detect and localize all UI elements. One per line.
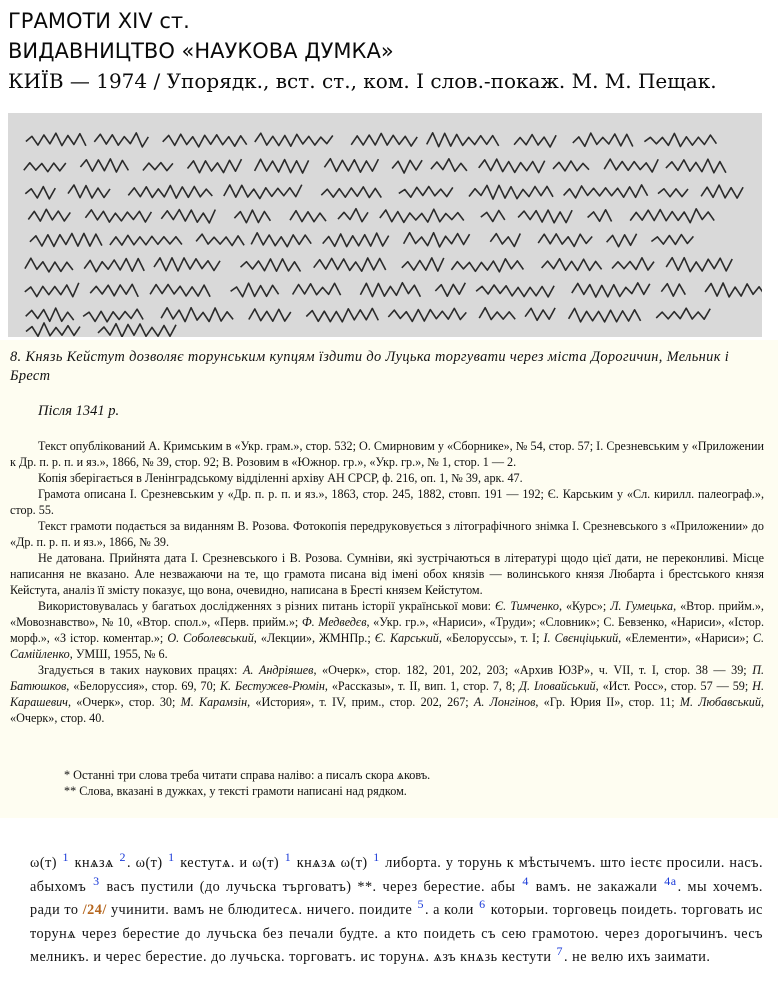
text-run: Текст грамоти подається за виданням В. Розова. Фотокопія передрукoвується з літографічного знімка І. Срезневського з «Приложении» до «Др. п. р. п. и яз.», 1866, № 39. bbox=[10, 519, 764, 549]
handwriting-stroke bbox=[143, 163, 173, 171]
text-run: , «Очерк», стор. 40. bbox=[10, 695, 764, 725]
handwriting-stroke bbox=[314, 258, 386, 271]
commentary-paragraph bbox=[10, 550, 764, 598]
header-imprint: КИЇВ — 1974 / Упорядк., вст. ст., ком. І слов.-покаж. М. М. Пещак. bbox=[8, 69, 717, 93]
author-name: С. Самійленко bbox=[10, 631, 764, 661]
handwriting-stroke bbox=[553, 161, 589, 171]
handwriting-stroke bbox=[154, 258, 220, 271]
text-run: Текст опублікований А. Кримським в «Укр. грам.», стор. 532; О. Смирновим у «Сборнике», № 54, стор. 57; І. Срезневським у «Приложении к Др. п. р. п. и яз.», 1866, № 39, стор. 92; В. Розовим в «Южнор. гр.», «Укр. гр.», № 1, стор. 1 — 2. bbox=[10, 439, 764, 469]
handwriting-stroke bbox=[26, 323, 80, 336]
handwriting-stroke bbox=[224, 185, 302, 199]
handwriting-stroke bbox=[402, 258, 444, 271]
commentary-paragraph bbox=[10, 662, 764, 726]
text-run: , «Очерк», стор. 30; bbox=[67, 695, 181, 709]
charter-caption: 8. Князь Кейстут дозволяє торунським купцям їздити до Луцька торгувати через міста Дорогичин, Мельник і Брест bbox=[10, 349, 730, 384]
handwriting-stroke bbox=[701, 185, 743, 198]
handwriting-stroke bbox=[241, 259, 301, 272]
handwriting-stroke bbox=[80, 159, 128, 172]
handwriting-stroke bbox=[85, 210, 151, 222]
text-run: , «Гр. Юрия II», стор. 11; bbox=[535, 695, 680, 709]
text-run: Згадується в таких наукових працях: bbox=[38, 663, 243, 677]
author-name: А. Андріяшев bbox=[242, 663, 314, 677]
handwriting-stroke bbox=[525, 308, 555, 320]
text-run: , «Курс»; bbox=[558, 599, 611, 613]
author-name: Н. Карашевич bbox=[10, 679, 764, 709]
handwriting-stroke bbox=[321, 187, 381, 198]
page-marker: /24/ bbox=[82, 902, 107, 918]
handwriting-stroke bbox=[255, 133, 333, 146]
note-reference[interactable]: 7 bbox=[556, 944, 564, 958]
handwriting-stroke bbox=[84, 259, 144, 272]
book-header bbox=[8, 6, 768, 96]
text-run: , «Елементи», «Нариси»; bbox=[618, 631, 753, 645]
footnote-2: ** Слова, вказані в дужках, у тексті грамоти написані над рядком. bbox=[64, 784, 407, 798]
charter-text-run: кнѧзѧ ω(т) bbox=[292, 855, 373, 871]
text-run: , «Белоруссы», т. I; bbox=[438, 631, 544, 645]
charter-text-run: кестутѧ. и ω(т) bbox=[175, 855, 284, 871]
text-run: , «Белоруссия», стор. 69, 70; bbox=[66, 679, 220, 693]
author-name: М. Карамзін bbox=[180, 695, 248, 709]
charter-text-run: . а коли bbox=[424, 902, 479, 918]
note-reference[interactable]: 2 bbox=[119, 850, 126, 864]
handwriting-stroke bbox=[251, 233, 311, 247]
handwriting-stroke bbox=[338, 209, 368, 222]
handwriting-stroke bbox=[479, 308, 515, 320]
text-run: , «История», т. IV, прим., стор. 202, 267; bbox=[247, 695, 474, 709]
handwriting-stroke bbox=[28, 209, 70, 221]
handwriting-stroke bbox=[518, 210, 572, 223]
note-reference[interactable]: 4 bbox=[522, 873, 529, 888]
note-reference[interactable]: 6 bbox=[479, 897, 486, 911]
author-name: Є. Тимченко bbox=[495, 599, 559, 613]
handwriting-stroke bbox=[514, 135, 556, 147]
handwriting-stroke bbox=[435, 283, 465, 296]
commentary-text bbox=[10, 438, 764, 726]
handwriting-stroke bbox=[196, 234, 244, 246]
handwriting-stroke bbox=[644, 133, 716, 146]
handwriting-stroke bbox=[83, 309, 143, 322]
handwriting-stroke bbox=[392, 160, 422, 173]
footnote-1: * Останні три слова треба читати справа наліво: а писалъ скора ѧковъ. bbox=[64, 768, 431, 782]
author-name: І. Свєнціцький bbox=[543, 631, 619, 645]
handwriting-stroke bbox=[306, 308, 378, 321]
handwriting-stroke bbox=[564, 185, 648, 198]
handwriting-stroke bbox=[427, 133, 499, 147]
handwriting-stroke bbox=[163, 134, 247, 147]
handwriting-stroke bbox=[388, 308, 466, 321]
document-page bbox=[0, 340, 778, 818]
handwriting-stroke bbox=[469, 185, 553, 199]
handwriting-stroke bbox=[538, 234, 592, 247]
note-reference[interactable]: 1 bbox=[373, 850, 380, 864]
commentary-paragraph bbox=[10, 438, 764, 470]
text-run: Не датована. Прийнята дата І. Срезневського і В. Розова. Сумніви, які зустрічаються в літературі щодо цієї дати, не переконливі. Місце написання не вказано. Але незважаючи на те, що грамота писана від імені обох князів — волинського князя Любарта і брестського князя Кейстута, аналіз її змісту показує, що вона, очевидно, написана в Бресті князем Кейстутом. bbox=[10, 551, 764, 597]
text-run: , УМШ, 1955, № 6. bbox=[69, 647, 168, 661]
handwriting-stroke bbox=[451, 259, 523, 272]
handwriting-stroke bbox=[110, 235, 182, 245]
handwriting-stroke bbox=[24, 163, 66, 172]
handwriting-stroke bbox=[431, 159, 467, 172]
commentary-paragraph bbox=[10, 470, 764, 486]
author-name: Ф. Медведєв bbox=[301, 615, 367, 629]
handwriting-stroke bbox=[481, 211, 505, 222]
text-run: , «Укр. гр.», «Нариси», «Труди»; «Словник»; С. Бевзенко, «Нариси», «Істор. морф.», «З істор. коментар.»; bbox=[10, 615, 764, 645]
handwriting-stroke bbox=[572, 283, 650, 297]
charter-transcription bbox=[30, 852, 763, 970]
handwriting-stroke bbox=[324, 159, 378, 173]
handwriting-stroke bbox=[569, 308, 641, 322]
author-name: А. Лонгінов bbox=[473, 695, 536, 709]
author-name: Л. Гумецька bbox=[610, 599, 674, 613]
charter-date: Після 1341 р. bbox=[38, 403, 120, 419]
charter-text-run: либорта. у торунь к мѣстычемъ. што іестє просили. насъ. абыхомъ bbox=[30, 855, 763, 895]
text-run: , «Втор. прийм.», «Мовознавство», № 10, «Втор. спол.», «Перв. прийм.»; bbox=[10, 599, 764, 629]
handwriting-stroke bbox=[26, 133, 86, 146]
charter-text-run: васъ пустили (до лучьска търговатъ) **. через берестие. абы bbox=[100, 878, 522, 895]
handwriting-stroke bbox=[651, 235, 693, 245]
charter-text-run: кнѧзѧ bbox=[70, 855, 119, 871]
text-run: Використовувалась у багатьох дослідженнях з різних питань історії української мови: bbox=[38, 599, 496, 613]
handwriting-stroke bbox=[476, 285, 554, 297]
charter-text-run: учинити. вамъ не блюдитесѧ. ничего. поидите bbox=[106, 902, 417, 918]
author-name: М. Любавський bbox=[679, 695, 761, 709]
handwriting-stroke bbox=[231, 283, 279, 297]
manuscript-handwriting bbox=[8, 113, 762, 337]
handwriting-stroke bbox=[150, 285, 210, 297]
manuscript-facsimile-image bbox=[8, 113, 762, 337]
author-name: О. Соболевський bbox=[167, 631, 254, 645]
handwriting-stroke bbox=[323, 233, 389, 247]
commentary-paragraph bbox=[10, 598, 764, 662]
handwriting-stroke bbox=[542, 259, 602, 271]
handwriting-stroke bbox=[604, 159, 658, 172]
handwriting-stroke bbox=[293, 283, 341, 295]
text-run: , «Очерк», стор. 182, 201, 202, 203; «Архив ЮЗР», ч. VII, т. I, стор. 38 — 39; bbox=[313, 663, 753, 677]
text-run: Копія зберігається в Ленінградському відділенні архіву АН СРСР, ф. 216, оп. 1, № 39, арк. 47. bbox=[38, 471, 523, 485]
handwriting-stroke bbox=[630, 209, 714, 223]
handwriting-stroke bbox=[68, 185, 110, 198]
charter-text-run: . ω(т) bbox=[127, 855, 168, 871]
note-reference[interactable]: 1 bbox=[168, 850, 175, 864]
note-reference[interactable]: 3 bbox=[93, 873, 100, 888]
note-reference[interactable]: 1 bbox=[284, 850, 292, 864]
handwriting-stroke bbox=[25, 258, 73, 272]
handwriting-stroke bbox=[94, 133, 148, 147]
author-name: Є. Карський bbox=[374, 631, 439, 645]
charter-text-run: . мы хочемъ. ради то bbox=[30, 878, 763, 918]
handwriting-stroke bbox=[98, 324, 176, 337]
handwriting-stroke bbox=[479, 159, 545, 173]
handwriting-stroke bbox=[30, 233, 102, 246]
handwriting-stroke bbox=[360, 283, 420, 297]
handwriting-stroke bbox=[351, 133, 417, 146]
note-reference[interactable]: 5 bbox=[417, 897, 424, 911]
text-run: , «Лекции», ЖМНПр.; bbox=[253, 631, 375, 645]
handwriting-stroke bbox=[234, 210, 270, 223]
charter-text-run: . не велю ихъ заимати. bbox=[564, 949, 711, 965]
text-run: , «Ист. Росс», стор. 57 — 59; bbox=[595, 679, 753, 693]
handwriting-stroke bbox=[705, 283, 762, 297]
handwriting-stroke bbox=[255, 159, 309, 173]
handwriting-stroke bbox=[128, 186, 212, 199]
charter-text-run: вамъ. не закажали bbox=[529, 878, 664, 895]
handwriting-stroke bbox=[25, 283, 79, 297]
handwriting-stroke bbox=[249, 309, 291, 321]
handwriting-stroke bbox=[290, 211, 326, 222]
header-publisher: ВИДАВНИЦТВО «НАУКОВА ДУМКА» bbox=[8, 39, 394, 63]
note-reference[interactable]: 1 bbox=[62, 850, 70, 864]
handwriting-stroke bbox=[588, 210, 612, 222]
handwriting-stroke bbox=[188, 159, 242, 173]
handwriting-stroke bbox=[490, 234, 520, 247]
charter-text-run: которыи. торговець поидеть. торговать ис торунѧ через берестие до лучьска без печали будте. а кто поидеть съ сею грамотою. через дорогычинъ. чесъ мелникъ. и черес берестие. до лучьска. торговатъ. ис торунѧ. ѧзъ кнѧзь кестути bbox=[30, 902, 763, 965]
handwriting-stroke bbox=[666, 258, 732, 272]
handwriting-stroke bbox=[399, 187, 453, 198]
author-name: Д. Іловайський bbox=[519, 679, 596, 693]
handwriting-stroke bbox=[658, 189, 688, 197]
handwriting-stroke bbox=[607, 234, 637, 247]
handwriting-stroke bbox=[161, 308, 233, 322]
handwriting-stroke bbox=[661, 284, 685, 296]
footnotes bbox=[64, 767, 704, 799]
author-name: П. Батюшков bbox=[10, 663, 764, 693]
charter-text-run: ω(т) bbox=[30, 855, 62, 871]
handwriting-stroke bbox=[404, 233, 470, 247]
handwriting-stroke bbox=[573, 133, 633, 146]
handwriting-stroke bbox=[666, 159, 726, 173]
text-run: , «Рассказы», т. II, вип. 1, стор. 7, 8; bbox=[324, 679, 520, 693]
commentary-paragraph bbox=[10, 518, 764, 550]
handwriting-stroke bbox=[90, 284, 138, 297]
handwriting-stroke bbox=[25, 187, 55, 199]
commentary-paragraph bbox=[10, 486, 764, 518]
author-name: К. Бестужев-Рюмін bbox=[219, 679, 325, 693]
text-run: Грамота описана І. Срезневським у «Др. п. р. п. и яз.», 1863, стор. 245, 1882, стовп. 191 — 192; Є. Карським у «Сл. кирилл. палеограф.», стор. 55. bbox=[10, 487, 764, 517]
header-title: ГРАМОТИ XIV ст. bbox=[8, 9, 190, 33]
handwriting-stroke bbox=[612, 258, 654, 270]
handwriting-stroke bbox=[656, 308, 710, 319]
handwriting-stroke bbox=[26, 308, 74, 321]
note-reference[interactable]: 4а bbox=[664, 873, 677, 888]
handwriting-stroke bbox=[380, 209, 464, 222]
handwriting-stroke bbox=[161, 210, 215, 223]
